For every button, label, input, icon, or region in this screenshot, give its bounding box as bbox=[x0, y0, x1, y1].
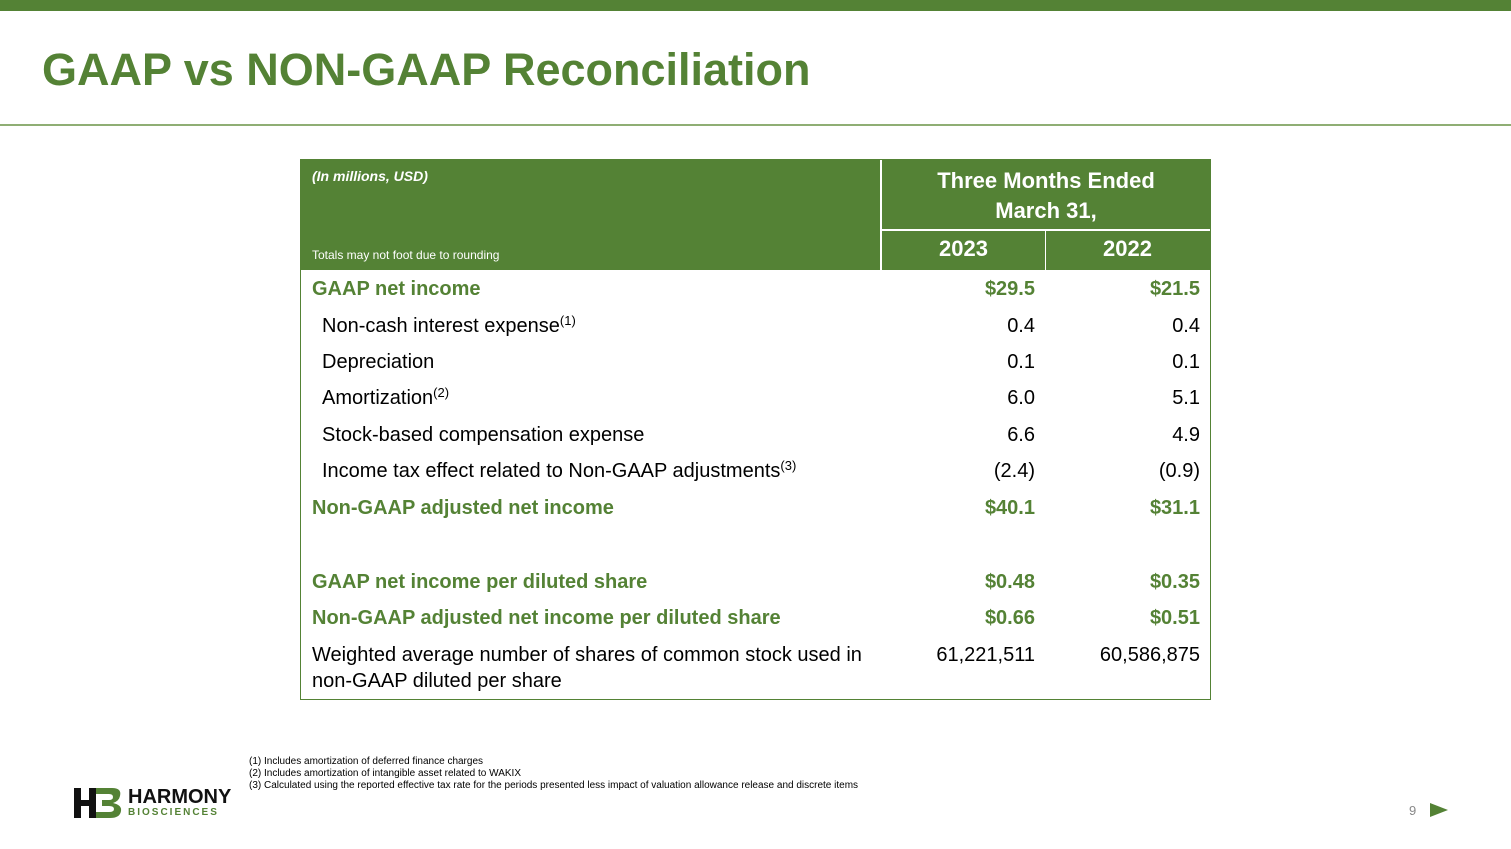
value-2023: $0.48 bbox=[984, 571, 1035, 593]
row-label-line1: Weighted average number of shares of common stock used in bbox=[312, 644, 862, 666]
row-label-cell bbox=[322, 458, 796, 484]
value-2023: 6.6 bbox=[1007, 424, 1035, 446]
value-2022: $0.51 bbox=[1149, 607, 1200, 629]
value-2022: 5.1 bbox=[1172, 387, 1200, 409]
row-label: Non-GAAP adjusted net income per diluted share bbox=[312, 607, 781, 629]
logo-subtitle: BIOSCIENCES bbox=[128, 807, 219, 818]
footnote-3: (3) Calculated using the reported effective tax rate for the periods presented less impact of valuation allowance release and discrete items bbox=[249, 780, 859, 791]
period-header-line1: Three Months Ended bbox=[937, 168, 1155, 193]
footnote-marker: (3) bbox=[780, 458, 797, 473]
year-header-2022: 2022 bbox=[1103, 236, 1152, 261]
row-label: Amortization bbox=[322, 387, 434, 409]
title-divider bbox=[0, 124, 1511, 126]
period-header bbox=[882, 166, 1210, 226]
value-2022: (0.9) bbox=[1158, 460, 1200, 482]
footnote-2: (2) Includes amortization of intangible asset related to WAKIX bbox=[249, 768, 521, 779]
row-label-cell bbox=[312, 642, 882, 694]
year-header-2023: 2023 bbox=[939, 236, 988, 261]
value-2022: 60,586,875 bbox=[1099, 644, 1200, 666]
footnote-marker: (2) bbox=[433, 385, 450, 400]
value-2023: 6.0 bbox=[1007, 387, 1035, 409]
value-2022: $0.35 bbox=[1149, 571, 1200, 593]
logo-name: HARMONY bbox=[128, 786, 232, 808]
footnotes bbox=[249, 756, 858, 792]
value-2023: 61,221,511 bbox=[936, 644, 1035, 666]
top-accent-bar bbox=[0, 0, 1511, 11]
row-label-cell bbox=[322, 385, 449, 411]
value-2023: $29.5 bbox=[984, 278, 1035, 300]
value-2022: 0.1 bbox=[1172, 351, 1200, 373]
period-header-line2: March 31, bbox=[995, 198, 1097, 223]
footnote-1: (1) Includes amortization of deferred finance charges bbox=[249, 756, 484, 767]
value-2023: 0.4 bbox=[1007, 315, 1035, 337]
row-label: Depreciation bbox=[322, 351, 435, 373]
row-label-line2: non-GAAP diluted per share bbox=[312, 670, 562, 692]
value-2022: 0.4 bbox=[1172, 315, 1200, 337]
reconciliation-table bbox=[300, 159, 1211, 700]
row-label: Non-GAAP adjusted net income bbox=[312, 497, 614, 519]
header-divider bbox=[882, 229, 1210, 231]
row-label: Non-cash interest expense bbox=[322, 315, 560, 337]
company-logo bbox=[74, 786, 244, 822]
value-2022: $31.1 bbox=[1149, 497, 1200, 519]
table-header bbox=[301, 160, 1210, 270]
value-2023: 0.1 bbox=[1007, 351, 1035, 373]
value-2023: $40.1 bbox=[984, 497, 1035, 519]
next-slide-arrow-icon[interactable] bbox=[1430, 803, 1448, 817]
hb-logo-mark-icon bbox=[74, 788, 124, 818]
page-number: 9 bbox=[1409, 803, 1417, 818]
footnote-marker: (1) bbox=[559, 313, 576, 328]
slide-title: GAAP vs NON-GAAP Reconciliation bbox=[42, 44, 811, 95]
row-label: Income tax effect related to Non-GAAP adjustments bbox=[322, 460, 781, 482]
row-label: Stock-based compensation expense bbox=[322, 424, 645, 446]
rounding-note: Totals may not foot due to rounding bbox=[312, 248, 500, 262]
row-label: GAAP net income per diluted share bbox=[312, 571, 648, 593]
units-label: (In millions, USD) bbox=[312, 168, 428, 184]
value-2022: 4.9 bbox=[1172, 424, 1200, 446]
value-2022: $21.5 bbox=[1149, 278, 1200, 300]
row-label: GAAP net income bbox=[312, 278, 481, 300]
row-label-cell bbox=[322, 313, 576, 339]
value-2023: $0.66 bbox=[984, 607, 1035, 629]
value-2023: (2.4) bbox=[993, 460, 1035, 482]
